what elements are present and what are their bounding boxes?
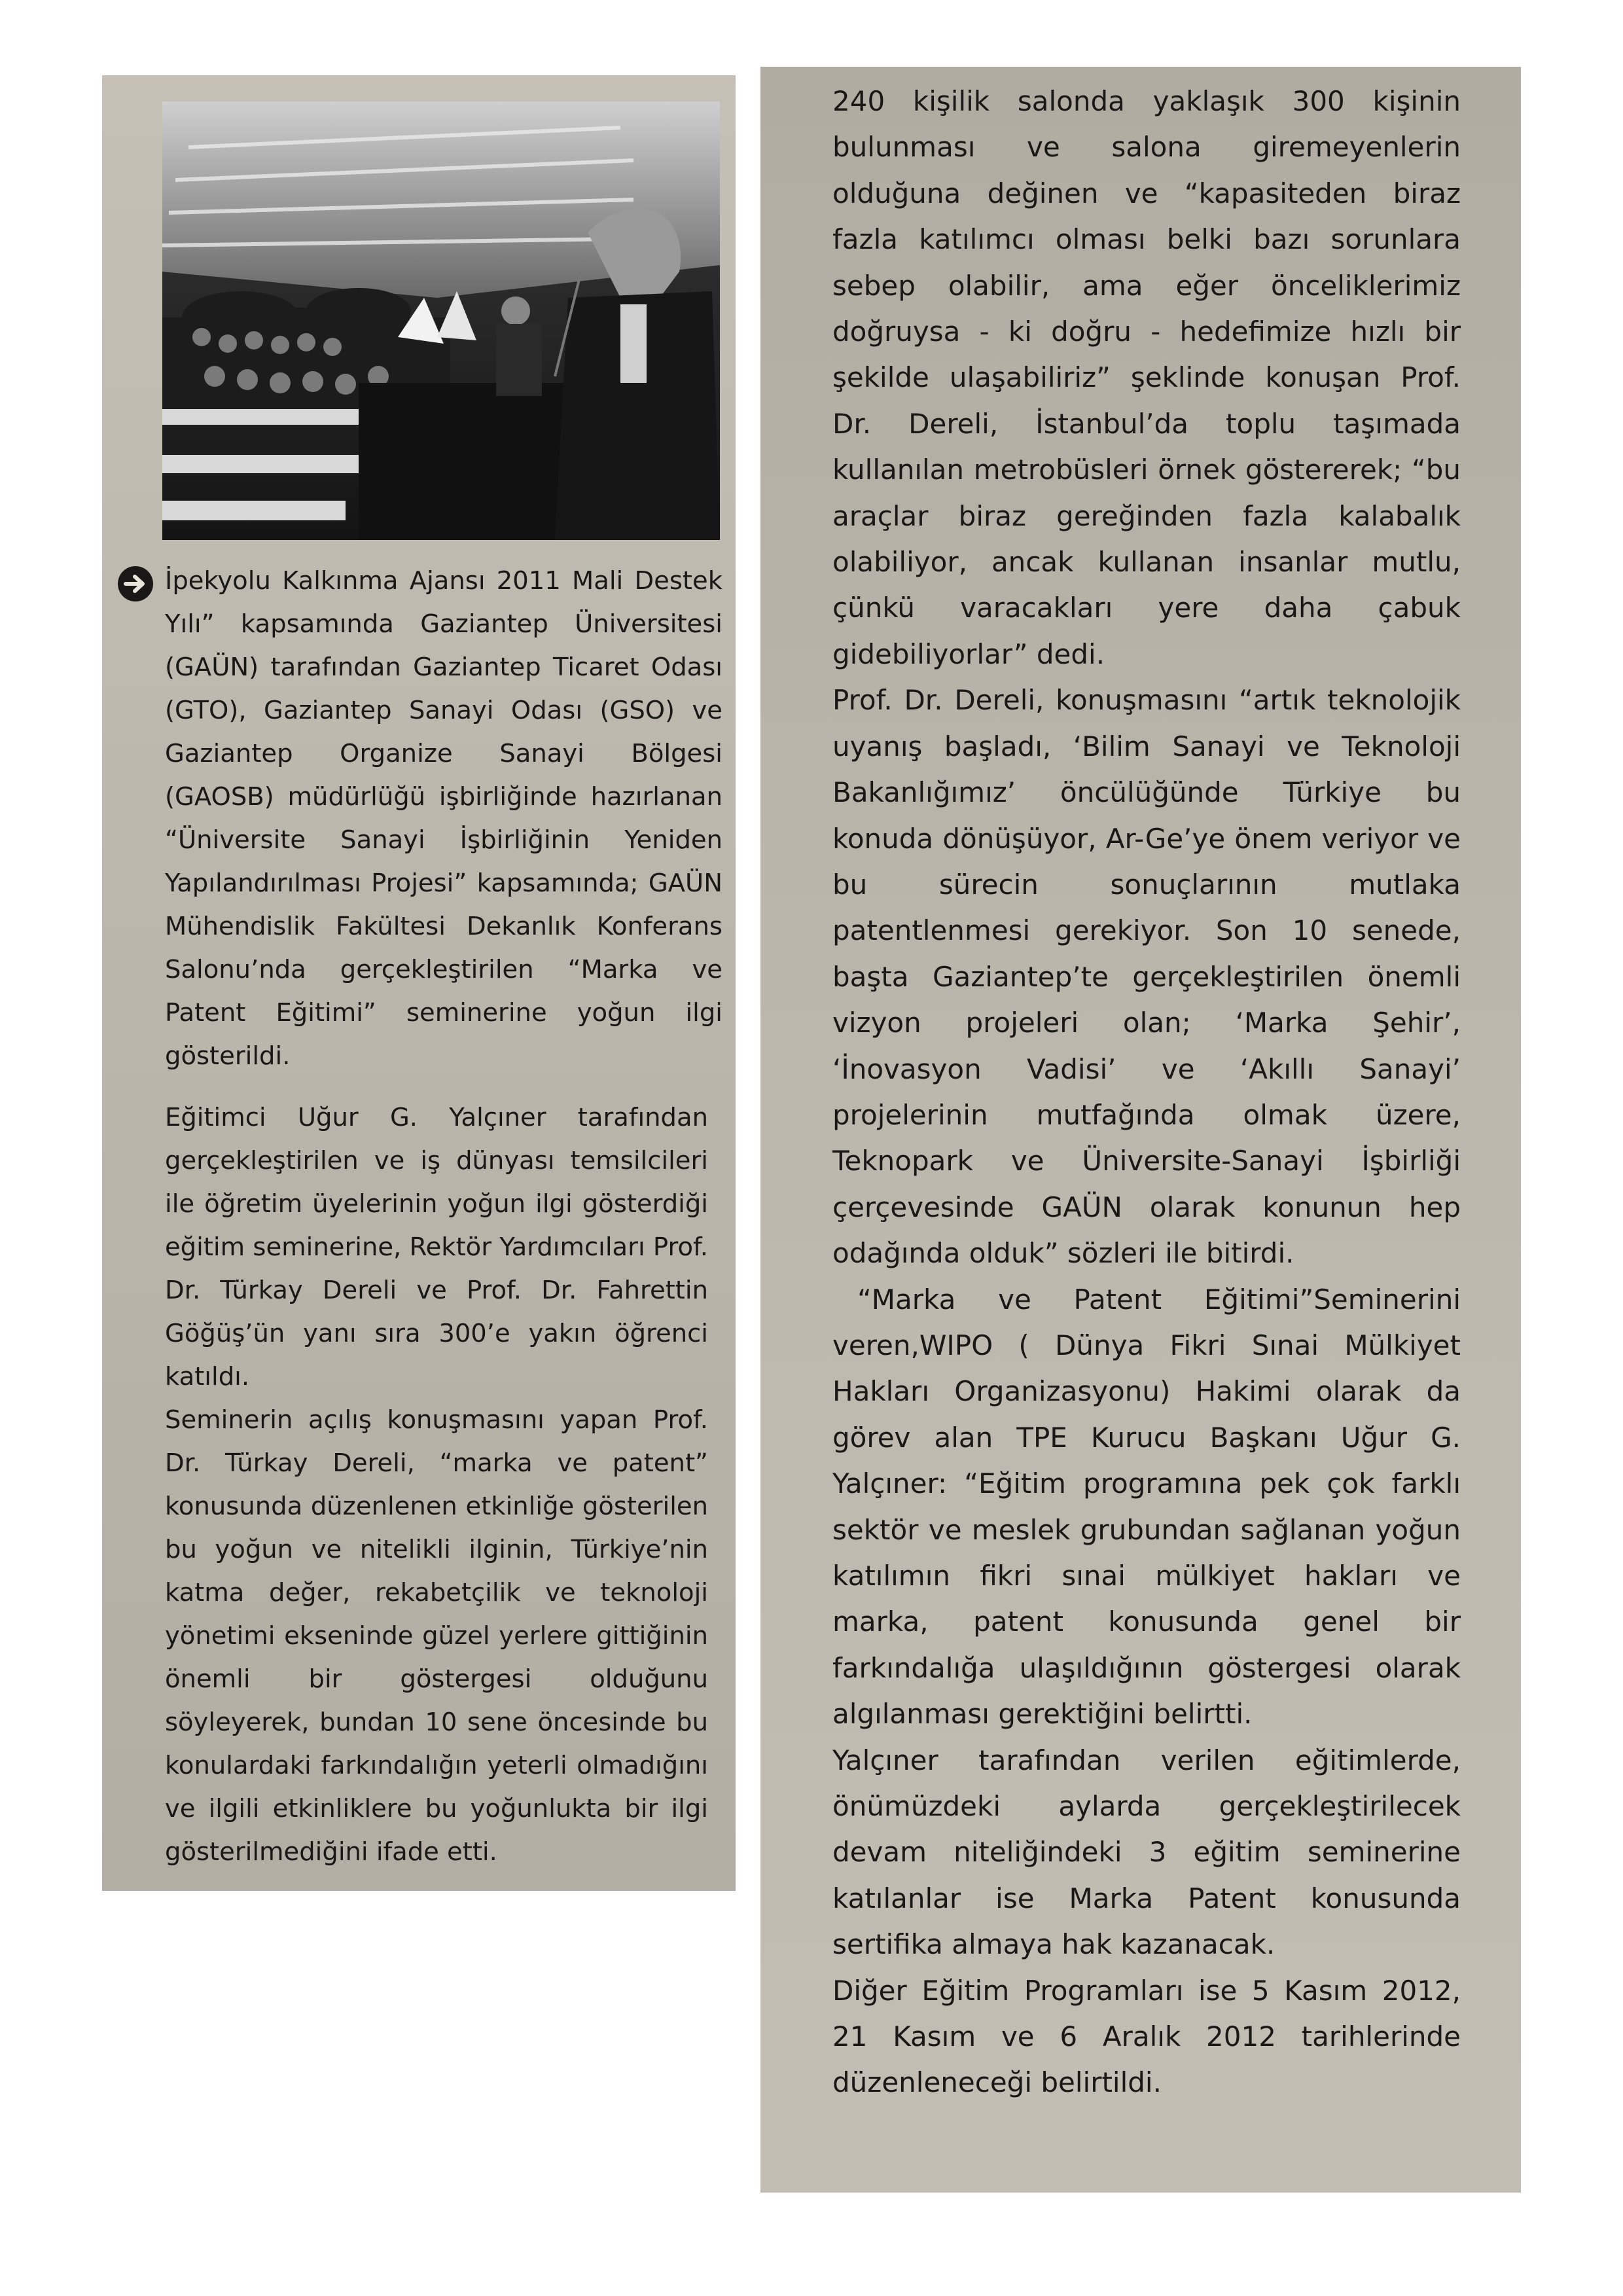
right-paragraph: 240 kişilik salonda yaklaşık 300 kişinin bulunması ve salona giremeyenlerin olduğuna değinen ve “kapasiteden biraz fazla katılımcı olması belki bazı sorunlara sebep olabilir, ama eğer önceliklerimiz doğruysa - ki doğru - hedefimize hızlı bir şekilde ulaşabiliriz” şeklinde konuşan Prof. Dr. Dereli, İstanbul’da toplu taşımada kullanılan metrobüsleri örnek göstererek; “bu araçlar biraz gereğinden fazla kalabalık olabiliyor, ancak kullanan insanlar mutlu, çünkü varacakları yere daha çabuk gidebiliyorlar” dedi. (832, 85, 1461, 670)
right-paragraph: Diğer Eğitim Programları ise 5 Kasım 2012, 21 Kasım ve 6 Aralık 2012 tarihlerinde düzenleneceği belirtildi. (832, 1974, 1461, 2099)
left-clipping (102, 75, 736, 1891)
right-clipping (760, 67, 1521, 2193)
left-paragraph: Seminerin açılış konuşmasını yapan Prof. Dr. Türkay Dereli, “marka ve patent” konusunda düzenlenen etkinliğe gösterilen bu yoğun ve nitelikli ilginin, Türkiye’nin katma değer, rekabetçilik ve teknoloji yönetimi ekseninde güzel yerlere gittiğinin önemli bir göstergesi olduğunu söyleyerek, bundan 10 sene öncesinde bu konulardaki farkındalığın yeterli olmadığını ve ilgili etkinliklere bu yoğunlukta bir ilgi gösterilmediğini ifade etti. (165, 1405, 708, 1867)
left-paragraph: Eğitimci Uğur G. Yalçıner tarafından gerçekleştirilen ve iş dünyası temsilcileri ile öğretim üyelerinin yoğun ilgi gösterdiği eğitim seminerine, Rektör Yardımcıları Prof. Dr. Türkay Dereli ve Prof. Dr. Fahrettin Göğüş’ün yanı sıra 300’e yakın öğrenci katıldı. (165, 1103, 708, 1391)
arrow-right-circle-icon (116, 565, 154, 603)
seminar-photo-image (162, 101, 720, 540)
seminar-photo (162, 101, 720, 540)
right-paragraph: Prof. Dr. Dereli, konuşmasını “artık teknolojik uyanış başladı, ‘Bilim Sanayi ve Teknoloji Bakanlığımız’ öncülüğünde Türkiye bu konuda dönüşüyor, Ar-Ge’ye önem veriyor ve bu sürecin sonuçlarının mutlaka patentlenmesi gerekiyor. Son 10 senede, başta Gaziantep’te gerçekleştirilen önemli vizyon projeleri olan; ‘Marka Şehir’, ‘İnovasyon Vadisi’ ve ‘Akıllı Sanayi’ projelerinin mutfağında olmak üzere, Teknopark ve Üniversite-Sanayi İşbirliği çerçevesinde GAÜN olarak konunun hep odağında olduk” sözleri ile bitirdi. (832, 684, 1461, 1270)
right-paragraph: “Marka ve Patent Eğitimi”Seminerini veren,WIPO ( Dünya Fikri Sınai Mülkiyet Hakları Organizasyonu) Hakimi olarak da görev alan TPE Kurucu Başkanı Uğur G. Yalçıner: “Eğitim programına pek çok farklı sektör ve meslek grubundan sağlanan yoğun katılımın fikri sınai mülkiyet hakları ve marka, patent konusunda genel bir farkındalığa ulaşıldığının göstergesi olarak algılanması gerektiğini belirtti. (832, 1283, 1461, 1731)
article-lead-caption: İpekyolu Kalkınma Ajansı 2011 Mali Destek Yılı” kapsamında Gaziantep Üniversitesi (GAÜN) tarafından Gaziantep Ticaret Odası (GTO), Gaziantep Sanayi Odası (GSO) ve Gaziantep Organize Sanayi Bölgesi (GAOSB) müdürlüğü işbirliğinde hazırlanan “Üniversite Sanayi İşbirliğinin Yeniden Yapılandırılması Projesi” kapsamında; GAÜN Mühendislik Fakültesi Dekanlık Konferans Salonu’nda gerçekleştirilen “Marka ve Patent Eğitimi” seminerine yoğun ilgi gösterildi. (165, 566, 722, 1071)
right-paragraph: Yalçıner tarafından verilen eğitimlerde, önümüzdeki aylarda gerçekleştirilecek devam niteliğindeki 3 eğitim seminerine katılanlar ise Marka Patent konusunda sertifika almaya hak kazanacak. (832, 1744, 1461, 1961)
right-column-body (832, 79, 1461, 2106)
left-column-body (165, 1096, 708, 1874)
